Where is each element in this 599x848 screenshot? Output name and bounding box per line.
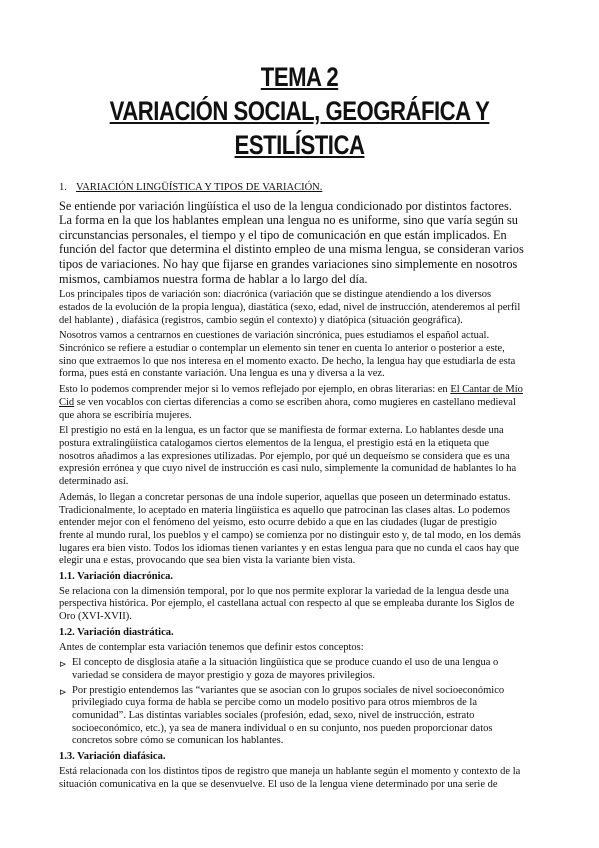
intro-paragraph: Se entiende por variación lingüística el uso de la lengua condicionado por distintos factores. La forma en la que los hablantes emplean una lengua no es uniforme, sino que varía según su circunstancias personales, el tiempo y el tipo de comunicación en que están implicados. En función del factor que determina el distinto empleo de una misma lengua, se consideran varios tipos de variaciones. No hay que fijarse en grandes variaciones sino simplemente en nosotros mismos, cambiamos nuestra forma de hablar a lo largo del día. [59, 198, 524, 286]
paragraph-sincronica: Nosotros vamos a centrarnos en cuestiones de variación sincrónica, pues estudiamos el español actual. Sincrónico se refiere a estudiar o contemplar un elemento sin tener en cuenta lo anterior o posterior a este, sino que extraemos lo que nos interesa en el momento exacto. De hecho, la lengua hay que estudiarla de esta forma, pues está en constante variación. Una lengua es una y diversa a la vez. [59, 330, 516, 380]
cantar-work-title: El Cantar de Mío Cid [59, 384, 523, 408]
paragraph-diastratica: Antes de contemplar esta variación tenemos que definir estos conceptos: [59, 641, 364, 653]
triangle-bullet-icon: ⊳ [59, 659, 67, 670]
paragraph-types: Los principales tipos de variación son: diacrónica (variación que se distingue atendiendo a los diversos estados de la evolución de la propia lengua), diastática (sexo, edad, nivel de instrucción, atenderemos al perfil del hablante) , diafásica (registros, cambio según el contexto) y diatópica (situación geográfica). [59, 289, 521, 326]
paragraph-diafasica: Está relacionada con los distintos tipos de registro que maneja un hablante según el momento y contexto de la situación comunicativa en la que se desenvuelve. El uso de la lengua viene determinado por una serie de [59, 765, 521, 790]
list-item-text: Por prestigio entendemos las “variantes que se asocian con lo grupos sociales de nivel socioeconómico privilegiado cuya forma de habla se percibe como un modelo positivo para otros miembros de la comunidad”. Las distintas variables sociales (profesión, edad, sexo, nivel de instrucción, estrato socioeconómico, etc.), ya sea de manera individual o en su conjunto, nos pueden proporcionar datos concretos sobre cómo se comunican los hablantes. [72, 684, 505, 747]
paragraph-yeismo: Además, lo llegan a concretar personas de una índole superior, aquellas que poseen un determinado estatus. Tradicionalmente, lo aceptado en materia lingüística es aquello que patrocinan las clases altas. Lo podemos entender mejor con el fenómeno del yeísmo, esto ocurre debido a que en las ciudades (lugar de prestigio frente al mundo rural, los pueblos y el campo) se comienza por no distinguir esto y, de tal modo, en los demás lugares era bien visto. Todos los idiomas tienen variantes y en estas lengua para que no cunda el caos hay que elegir una e estas, provocando que sea bien vista la variante bien vista. [59, 491, 521, 567]
list-item [59, 685, 524, 749]
title-line-2: VARIACIÓN SOCIAL, GEOGRÁFICA Y [109, 96, 490, 126]
list-item-text: El concepto de disglosia atañe a la situación lingüística que se produce cuando el uso de una lengua o variedad se considera de mayor prestigio y goza de mayores privilegios. [72, 657, 499, 681]
section-number: 1. [59, 182, 67, 193]
title-line-1: TEMA 2 [260, 62, 339, 92]
title-line-3: ESTILÍSTICA [234, 130, 365, 160]
document-body [59, 182, 524, 794]
subsection-heading-1-1: 1.1. Variación diacrónica. [59, 571, 174, 583]
triangle-bullet-icon: ⊳ [59, 686, 67, 697]
subsection-heading-1-3: 1.3. Variación diafásica. [59, 751, 166, 763]
document-title [0, 60, 599, 162]
section-heading [59, 182, 524, 195]
cantar-after: se ven vocablos con ciertas diferencias a como se escriben ahora, como mugieres en castellano medieval que ahora se escribiría mujeres. [59, 396, 516, 421]
section-title: VARIACIÓN LINGÜÍSTICA Y TIPOS DE VARIACIÓN. [76, 182, 323, 193]
paragraph-cantar [59, 384, 524, 422]
subsection-heading-1-2: 1.2. Variación diastrática. [59, 626, 174, 638]
paragraph-diacronica: Se relaciona con la dimensión temporal, por lo que nos permite explorar la variedad de la lengua desde una perspectiva histórica. Por ejemplo, el castellana actual con respecto al que se empleaba durante los Siglos de Oro (XVI-XVII). [59, 585, 515, 623]
cantar-before: Esto lo podemos comprender mejor si lo vemos reflejado por ejemplo, en obras literarias: en [59, 384, 451, 396]
paragraph-prestigio: El prestigio no está en la lengua, es un factor que se manifiesta de formar externa. Lo hablantes desde una postura extralingüística catalogamos ciertos elementos de la lengua, el prestigio está en la etiqueta que nosotros añadimos a las expresiones utilizadas. Por ejemplo, por qué un dequeísmo se considera que es una expresión errónea y que cuyo nivel de instrucción es casi nulo, simplemente la comunidad de hablantes lo ha determinado así. [59, 425, 517, 488]
concept-list [59, 657, 524, 748]
list-item [59, 657, 524, 682]
